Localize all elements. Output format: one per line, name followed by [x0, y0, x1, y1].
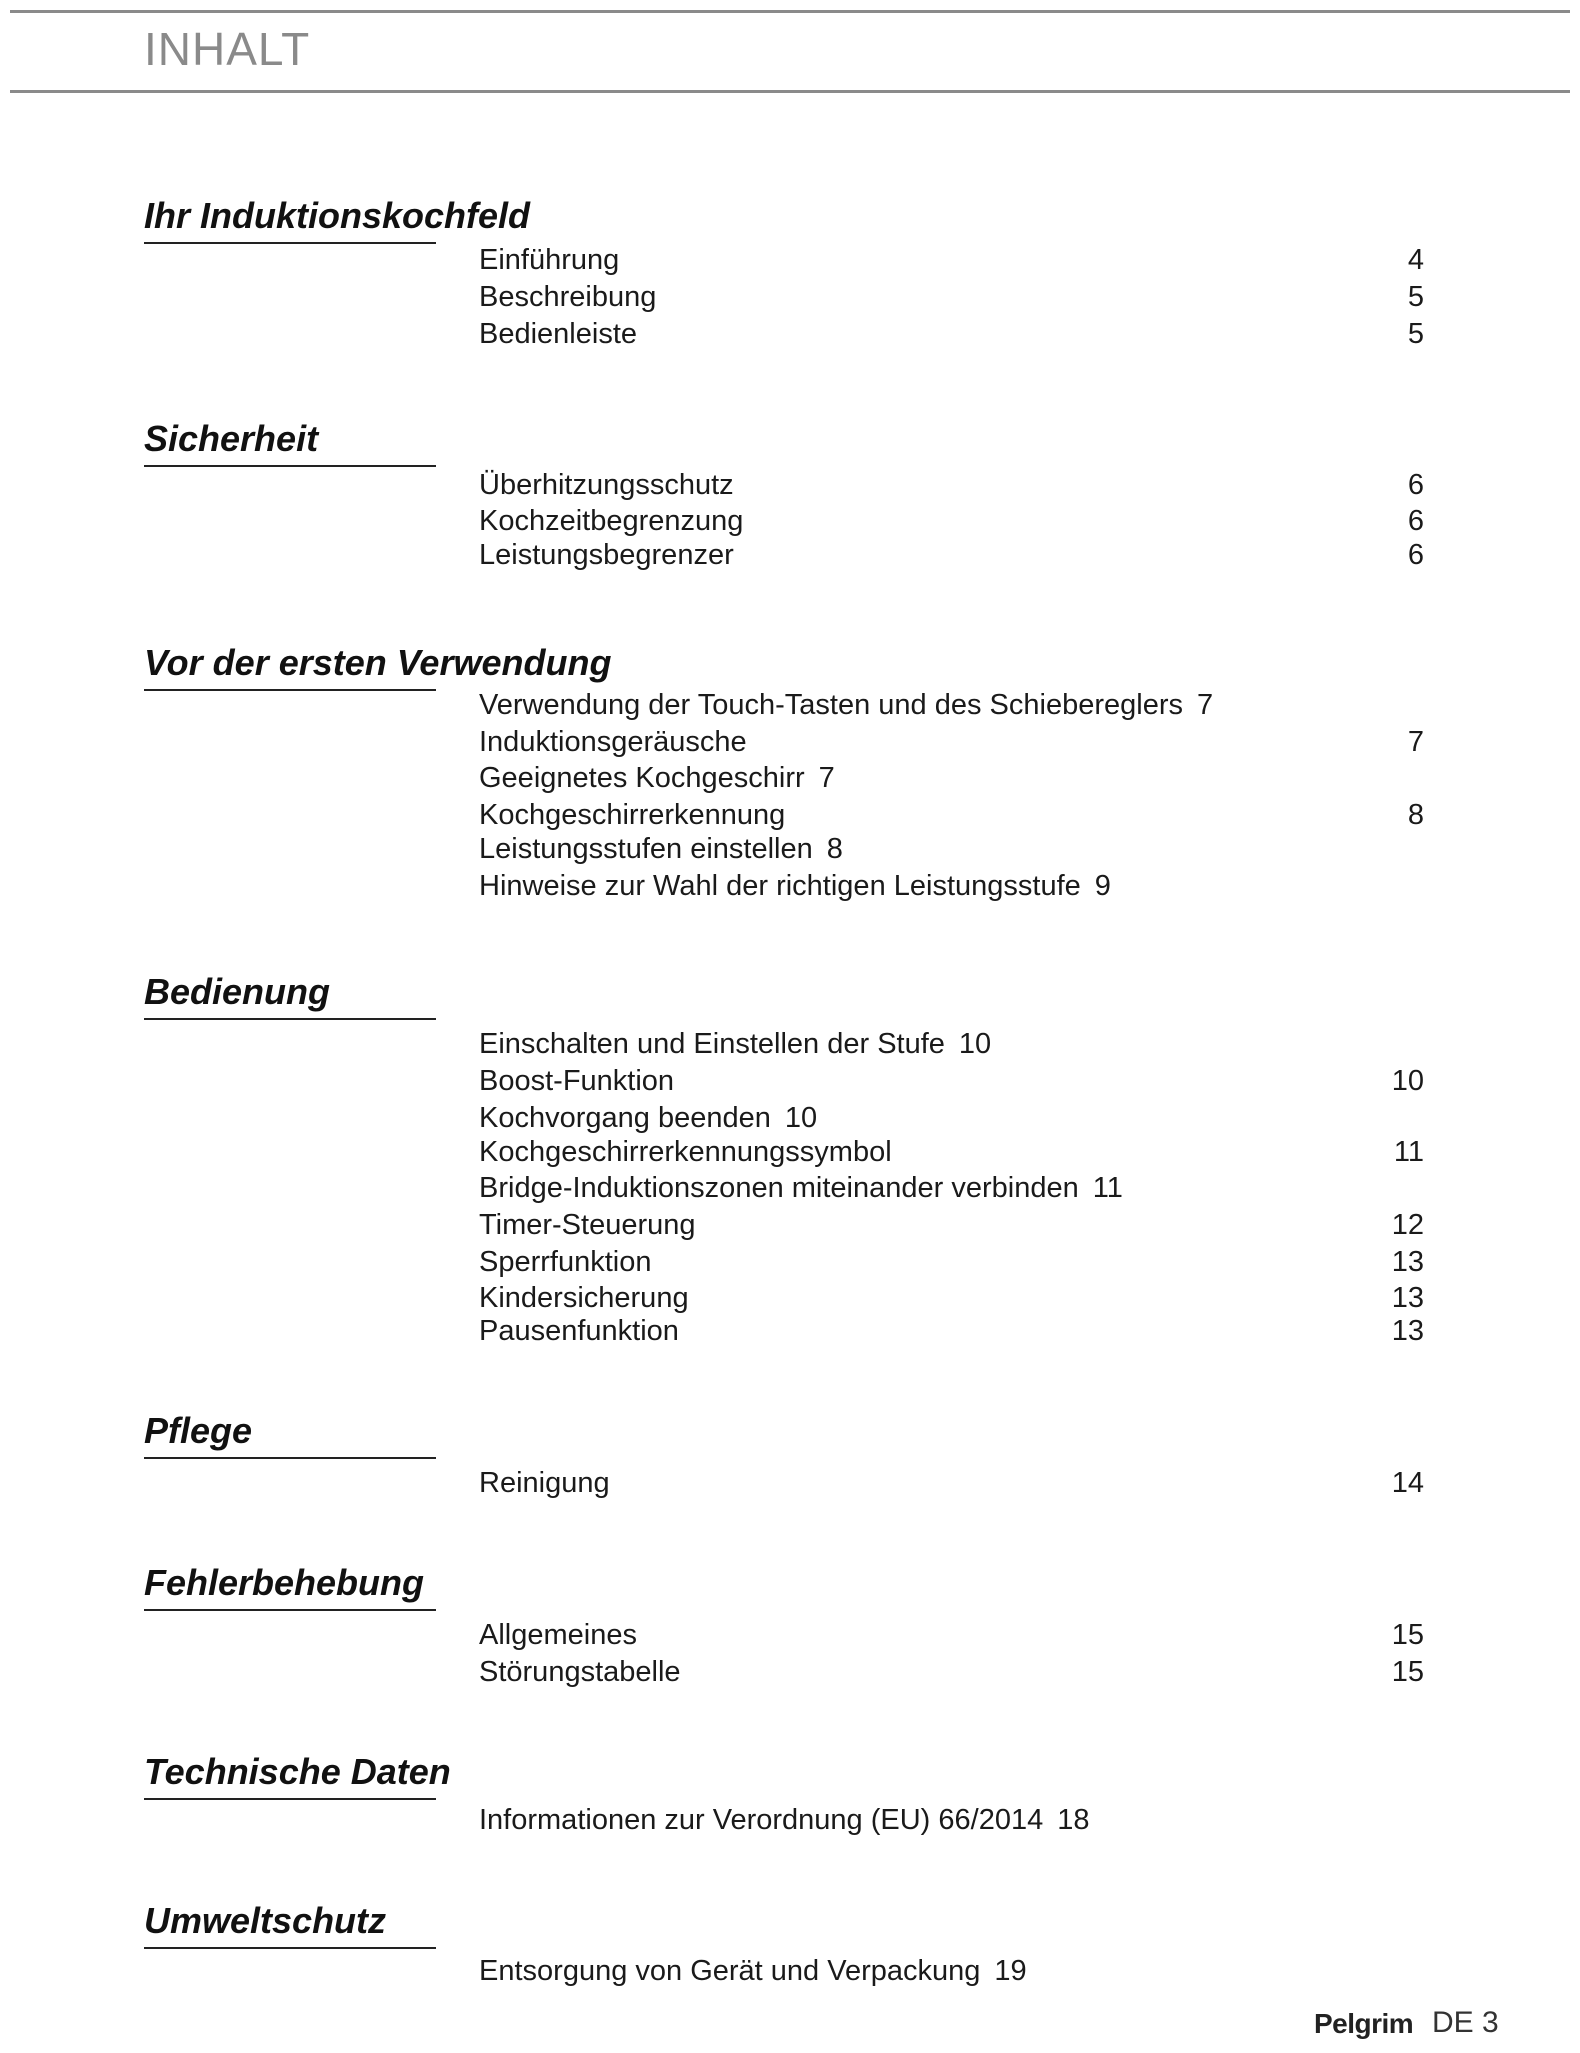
toc-entry-text: Kindersicherung: [479, 1282, 689, 1314]
section-title: Vor der ersten Verwendung: [144, 642, 612, 683]
toc-entry-text: Allgemeines: [479, 1619, 637, 1651]
toc-entry[interactable]: [479, 1134, 1424, 1170]
toc-entry[interactable]: [479, 797, 1424, 833]
section-rule: [144, 689, 436, 691]
toc-entry-text: Überhitzungsschutz: [479, 469, 734, 501]
toc-section-ihr-induktionskochfeld: [144, 194, 1424, 350]
toc-entry-page: 13: [1391, 1282, 1424, 1314]
toc-entry-text: Verwendung der Touch-Tasten und des Schiebereglers: [479, 689, 1183, 721]
toc-entry[interactable]: [479, 467, 1424, 503]
toc-section-pflege: [144, 1409, 1424, 1499]
toc-entry-text: Reinigung: [479, 1467, 610, 1499]
toc-entry[interactable]: [479, 316, 1424, 352]
toc-entry[interactable]: [479, 1244, 1424, 1280]
section-rule: [144, 1947, 436, 1949]
toc-entry-text: Kochgeschirrerkennung: [479, 799, 786, 831]
toc-entry-page: 5: [1407, 318, 1424, 350]
section-rule: [144, 465, 436, 467]
section-title: Umweltschutz: [144, 1900, 387, 1941]
page-title: INHALT: [144, 23, 311, 75]
section-title: Pflege: [144, 1410, 253, 1451]
toc-entry-page: 4: [1407, 244, 1424, 276]
toc-entry-page: 19: [994, 1955, 1027, 1987]
toc-entry-page: 10: [1391, 1065, 1424, 1097]
toc-entry-text: Pausenfunktion: [479, 1315, 679, 1347]
toc-entry-text: Kochvorgang beenden: [479, 1102, 771, 1134]
toc-entry-text: Kochgeschirrerkennungssymbol: [479, 1136, 892, 1168]
toc-entry[interactable]: [479, 537, 1424, 573]
section-rule: [144, 242, 436, 244]
toc-entry-page: 7: [818, 762, 835, 794]
toc-entry-text: Kochzeitbegrenzung: [479, 505, 744, 537]
toc-entry-text: Induktionsgeräusche: [479, 726, 747, 758]
section-rule: [144, 1018, 436, 1020]
toc-entry[interactable]: [479, 1063, 1424, 1099]
toc-entry-text: Bridge-Induktionszonen miteinander verbinden: [479, 1172, 1079, 1204]
section-title: Bedienung: [144, 971, 330, 1012]
toc-section-fehlerbehebung: [144, 1561, 1424, 1688]
section-title: Technische Daten: [144, 1751, 451, 1792]
toc-entry-text: Einführung: [479, 244, 620, 276]
section-rule: [144, 1609, 436, 1611]
toc-entry[interactable]: [479, 1617, 1424, 1653]
toc-entry-text: Boost-Funktion: [479, 1065, 675, 1097]
toc-entry[interactable]: [479, 687, 1424, 723]
toc-entry-text: Sperrfunktion: [479, 1246, 652, 1278]
toc-entry-page: 18: [1057, 1804, 1090, 1836]
section-rule: [144, 1798, 436, 1800]
toc-entry[interactable]: [479, 503, 1424, 539]
section-title: Ihr Induktionskochfeld: [144, 195, 531, 236]
toc-entry-text: Leistungsstufen einstellen: [479, 833, 813, 865]
toc-entry-page: 13: [1391, 1246, 1424, 1278]
toc-entry[interactable]: [479, 1207, 1424, 1243]
toc-entry[interactable]: [479, 760, 1424, 796]
toc-entry[interactable]: [479, 279, 1424, 315]
toc-entry[interactable]: [479, 1100, 1424, 1136]
toc-entry-text: Bedienleiste: [479, 318, 637, 350]
toc-entry[interactable]: [479, 242, 1424, 278]
section-title: Sicherheit: [144, 418, 319, 459]
toc-entry[interactable]: [479, 1280, 1424, 1316]
heading-rule: [10, 90, 1570, 93]
toc-entry-page: 14: [1391, 1467, 1424, 1499]
toc-entry-text: Störungstabelle: [479, 1656, 681, 1688]
toc-entry-page: 6: [1407, 469, 1424, 501]
toc-entry[interactable]: [479, 724, 1424, 760]
toc-entry-page: 15: [1391, 1656, 1424, 1688]
toc-entry-text: Entsorgung von Gerät und Verpackung: [479, 1955, 981, 1987]
section-rule: [144, 1457, 436, 1459]
toc-entry[interactable]: [479, 868, 1424, 904]
toc-entry-page: 12: [1391, 1209, 1424, 1241]
toc-entry-text: Leistungsbegrenzer: [479, 539, 734, 571]
toc-entry-text: Informationen zur Verordnung (EU) 66/2014: [479, 1804, 1044, 1836]
toc-entry-page: 7: [1197, 689, 1214, 721]
toc-entry[interactable]: [479, 1170, 1424, 1206]
top-rule: [10, 10, 1570, 13]
toc-entry[interactable]: [479, 1313, 1424, 1349]
toc-entry-page: 11: [1092, 1172, 1123, 1204]
toc-entry-page: 6: [1407, 539, 1424, 571]
toc-entry-page: 8: [826, 833, 843, 865]
toc-entry[interactable]: [479, 1465, 1424, 1501]
toc-entry-text: Timer-Steuerung: [479, 1209, 696, 1241]
toc-entry-page: 6: [1407, 505, 1424, 537]
toc-entry-page: 10: [784, 1102, 818, 1134]
brand-logo: Pelgrim: [1314, 2008, 1414, 2039]
toc-entry[interactable]: [479, 1802, 1424, 1838]
toc-entry-text: Geeignetes Kochgeschirr: [479, 762, 805, 794]
toc-entry-text: Hinweise zur Wahl der richtigen Leistungsstufe: [479, 870, 1081, 902]
toc-entry-page: 10: [958, 1028, 992, 1060]
toc-entry-page: 11: [1393, 1136, 1424, 1168]
toc-entry-text: Einschalten und Einstellen der Stufe: [479, 1028, 945, 1060]
toc-entry[interactable]: [479, 1026, 1424, 1062]
toc-entry-page: 9: [1094, 870, 1111, 902]
toc-entry-page: 8: [1407, 799, 1424, 831]
page-number: DE 3: [1432, 2006, 1499, 2039]
toc-entry[interactable]: [479, 1953, 1424, 1989]
toc-section-vor-der-ersten-verwendung: [144, 641, 1424, 902]
section-title: Fehlerbehebung: [144, 1562, 425, 1603]
toc-section-sicherheit: [144, 417, 1424, 571]
toc-section-technische-daten: [144, 1750, 1424, 1836]
toc-entry-page: 5: [1407, 281, 1424, 313]
toc-entry-text: Beschreibung: [479, 281, 657, 313]
toc-entry-page: 15: [1391, 1619, 1424, 1651]
toc-entry[interactable]: [479, 1654, 1424, 1690]
toc-section-umweltschutz: [144, 1899, 1424, 1987]
toc-entry-page: 7: [1407, 726, 1424, 758]
toc-section-bedienung: [144, 970, 1424, 1347]
toc-entry-page: 13: [1391, 1315, 1424, 1347]
toc-entry[interactable]: [479, 831, 1424, 867]
